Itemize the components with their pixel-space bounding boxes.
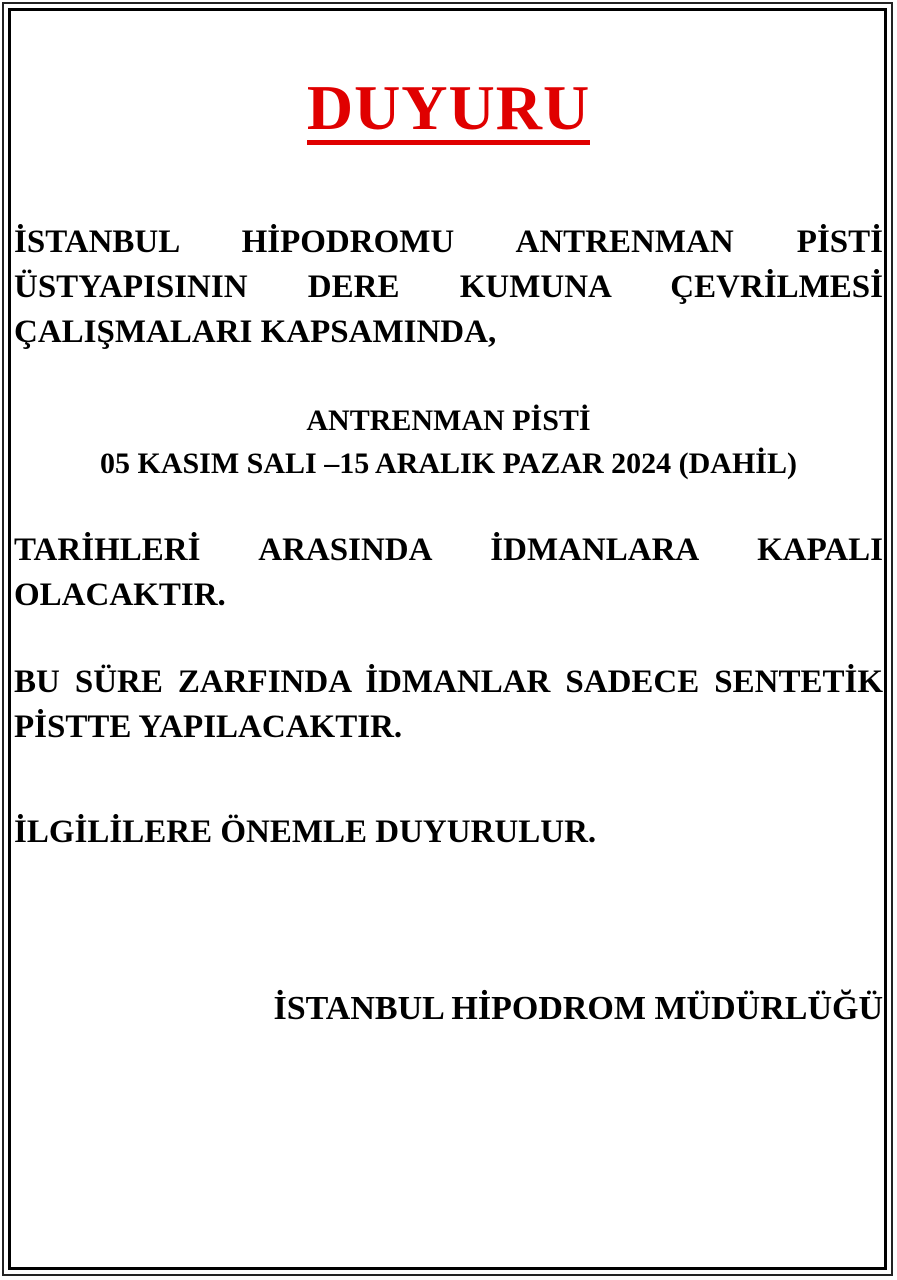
subject-line: ANTRENMAN PİSTİ bbox=[306, 404, 591, 437]
closing-line: İLGİLİLERE ÖNEMLE DUYURULUR. bbox=[14, 814, 597, 850]
page-border-inner bbox=[8, 8, 887, 1270]
date-range-line: 05 KASIM SALI –15 ARALIK PAZAR 2024 (DAHİL) bbox=[99, 447, 797, 480]
intro-paragraph: İSTANBUL HİPODROMU ANTRENMAN PİSTİ ÜSTYAPISININ DERE KUMUNA ÇEVRİLMESİ ÇALIŞMALARI KAPSAMINDA, bbox=[14, 224, 883, 350]
closure-paragraph: TARİHLERİ ARASINDA İDMANLARA KAPALI OLACAKTIR. bbox=[14, 532, 883, 613]
notice-title-text: DUYURU bbox=[306, 72, 591, 143]
notice-title bbox=[0, 72, 897, 145]
signature: İSTANBUL HİPODROM MÜDÜRLÜĞÜ bbox=[273, 990, 883, 1027]
alternative-paragraph: BU SÜRE ZARFINDA İDMANLAR SADECE SENTETİK PİSTTE YAPILACAKTIR. bbox=[14, 664, 883, 745]
